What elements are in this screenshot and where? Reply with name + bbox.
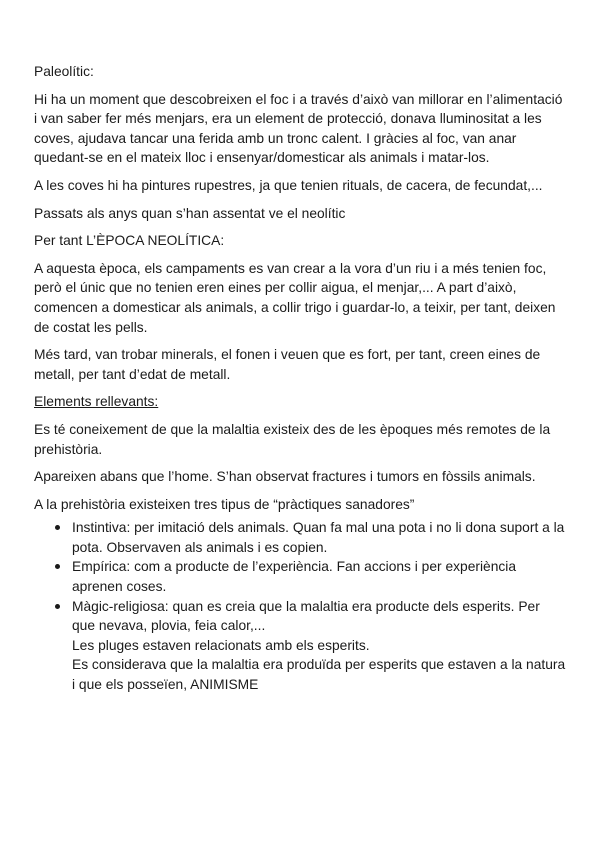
heading-paleolitic: Paleolític:	[34, 64, 94, 79]
list-item	[72, 597, 566, 695]
paragraph-fossils: Apareixen abans que l’home. S’han observat fractures i tumors en fòssils animals.	[34, 469, 536, 485]
paragraph-campaments: A aquesta època, els campaments es van crear a la vora d’un riu i a més tenien foc, però el únic que no tenien eren eines per collir aigua, el menjar,... A part d’això, comencen a domesticar als animals, a collir trigo i guardar-lo, a teixir, per tant, deixen de costat les pells.	[34, 260, 556, 335]
practiques-list	[34, 518, 566, 694]
bullet-icon	[55, 525, 60, 530]
list-item-subline: Es considerava que la malaltia era produïda per esperits que estaven a la natura i que els posseïen, ANIMISME	[72, 657, 566, 693]
heading-elements-rellevants: Elements rellevants:	[34, 394, 159, 410]
paragraph-coves: A les coves hi ha pintures rupestres, ja que tenien rituals, de cacera, de fecundat,...	[34, 177, 543, 193]
bullet-icon	[55, 604, 60, 609]
document-page	[34, 62, 566, 695]
paragraph-passats: Passats als anys quan s’han assentat ve el neolític	[34, 205, 346, 221]
paragraph-malaltia: Es té coneixement de que la malaltia existeix des de les èpoques més remotes de la prehistòria.	[34, 421, 551, 457]
heading-neolitica: Per tant L’ÈPOCA NEOLÍTICA:	[34, 233, 225, 249]
paragraph-practiques: A la prehistòria existeixen tres tipus de “pràctiques sanadores”	[34, 496, 415, 512]
list-item-text: Màgic-religiosa: quan es creia que la malaltia era producte dels esperits. Per que nevava, plovia, feia calor,...	[72, 598, 540, 634]
bullet-icon	[55, 564, 60, 569]
list-item-text: Empírica: com a producte de l’experiència. Fan accions i per experiència aprenen coses.	[72, 559, 517, 595]
list-item	[72, 557, 566, 596]
paragraph-metall: Més tard, van trobar minerals, el fonen i veuen que es fort, per tant, creen eines de metall, per tant d’edat de metall.	[34, 347, 541, 382]
list-item-text: Instintiva: per imitació dels animals. Quan fa mal una pota i no li dona suport a la pota. Observaven als animals i es copien.	[72, 520, 565, 555]
paragraph-foc: Hi ha un moment que descobreixen el foc i a través d’això van millorar en l’alimentació i van saber fer més menjars, era un element de protecció, donava lluminositat a les coves, ajudava tancar una ferida amb un tronc calent. I gràcies al foc, van anar quedant-se en el mateix lloc i ensenyar/domesticar als animals i matar-los.	[34, 91, 563, 166]
list-item	[72, 518, 566, 557]
list-item-subline: Les pluges estaven relacionats amb els esperits.	[72, 637, 370, 653]
